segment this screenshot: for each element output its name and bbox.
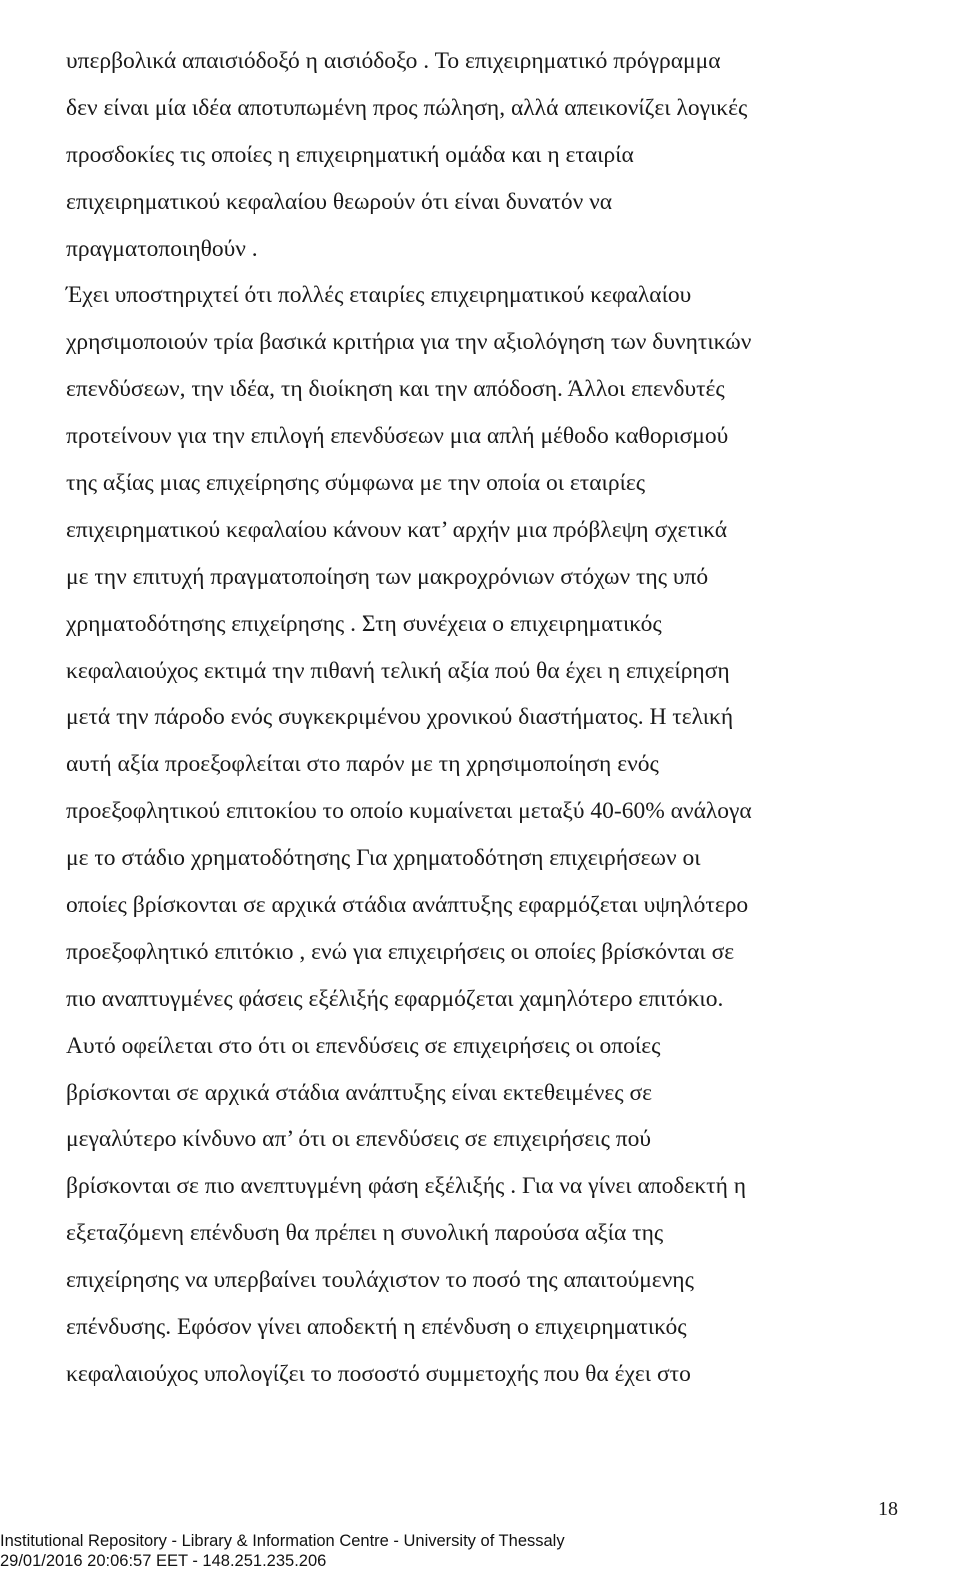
text-line: με το στάδιο χρηματοδότησης Για χρηματοδότηση επιχειρήσεων οι (66, 845, 701, 872)
text-line: Αυτό οφείλεται στο ότι οι επενδύσεις σε επιχειρήσεις οι οποίες (66, 1032, 661, 1059)
text-line: αυτή αξία προεξοφλείται στο παρόν με τη χρησιμοποίηση ενός (66, 751, 659, 778)
text-line: προτείνουν για την επιλογή επενδύσεων μια απλή μέθοδο καθορισμού (66, 423, 729, 450)
text-line: μετά την πάροδο ενός συγκεκριμένου χρονικού διαστήματος. Η τελική (66, 704, 734, 731)
text-line: οποίες βρίσκονται σε αρχικά στάδια ανάπτυξης εφαρμόζεται υψηλότερο (66, 892, 749, 919)
text-line: κεφαλαιούχος εκτιμά την πιθανή τελική αξία πού θα έχει η επιχείρηση (66, 657, 730, 684)
text-line: δεν είναι μία ιδέα αποτυπωμένη προς πώληση, αλλά απεικονίζει λογικές (66, 94, 748, 121)
text-line: βρίσκονται σε πιο ανεπτυγμένη φάση εξέλιξής . Για να γίνει αποδεκτή η (66, 1173, 747, 1200)
text-line: προεξοφλητικό επιτόκιο , ενώ για επιχειρήσεις οι οποίες βρίσκόνται σε (66, 938, 735, 965)
text-line: προεξοφλητικού επιτοκίου το οποίο κυμαίνεται μεταξύ 40-60% ανάλογα (66, 798, 752, 825)
text-line: χρηματοδότησης επιχείρησης . Στη συνέχεια ο επιχειρηματικός (66, 610, 662, 637)
page-number: 18 (878, 1498, 898, 1520)
text-line: εξεταζόμενη επένδυση θα πρέπει η συνολική παρούσα αξία της (66, 1220, 664, 1247)
footer-repository-line: Institutional Repository - Library & Information Centre - University of Thessaly (0, 1532, 565, 1550)
text-line: επιχειρηματικού κεφαλαίου κάνουν κατ’ αρχήν μια πρόβλεψη σχετικά (66, 516, 728, 543)
text-line: επιχειρηματικού κεφαλαίου θεωρούν ότι είναι δυνατόν να (66, 188, 613, 215)
text-line: επένδυσης. Εφόσον γίνει αποδεκτή η επένδυση ο επιχειρηματικός (66, 1314, 687, 1341)
text-line: πραγματοποιηθούν . (66, 235, 258, 262)
footer-timestamp-line: 29/01/2016 20:06:57 EET - 148.251.235.206 (0, 1552, 327, 1570)
body-text (66, 38, 946, 1398)
text-line: επενδύσεων, την ιδέα, τη διοίκηση και την απόδοση. Άλλοι επενδυτές (66, 376, 725, 403)
text-line: βρίσκονται σε αρχικά στάδια ανάπτυξης είναι εκτεθειμένες σε (66, 1079, 652, 1106)
text-line: της αξίας μιας επιχείρησης σύμφωνα με την οποία οι εταιρίες (66, 470, 646, 497)
text-line: μεγαλύτερο κίνδυνο απ’ ότι οι επενδύσεις σε επιχειρήσεις πού (66, 1126, 652, 1153)
text-line: χρησιμοποιούν τρία βασικά κριτήρια για την αξιολόγηση των δυνητικών (66, 329, 752, 356)
repository-footer (0, 1531, 565, 1571)
text-line: επιχείρησης να υπερβαίνει τουλάχιστον το ποσό της απαιτούμενης (66, 1267, 694, 1294)
text-line: πιο αναπτυγμένες φάσεις εξέλιξής εφαρμόζεται χαμηλότερο επιτόκιο. (66, 985, 724, 1012)
text-line: προσδοκίες τις οποίες η επιχειρηματική ομάδα και η εταιρία (66, 141, 634, 168)
text-line: κεφαλαιούχος υπολογίζει το ποσοστό συμμετοχής που θα έχει στο (66, 1360, 691, 1387)
text-line: υπερβολικά απαισιόδοξό η αισιόδοξο . Το επιχειρηματικό πρόγραμμα (66, 48, 721, 74)
text-line: Έχει υποστηριχτεί ότι πολλές εταιρίες επιχειρηματικού κεφαλαίου (66, 282, 692, 309)
text-line: με την επιτυχή πραγματοποίηση των μακροχρόνιων στόχων της υπό (66, 563, 709, 590)
